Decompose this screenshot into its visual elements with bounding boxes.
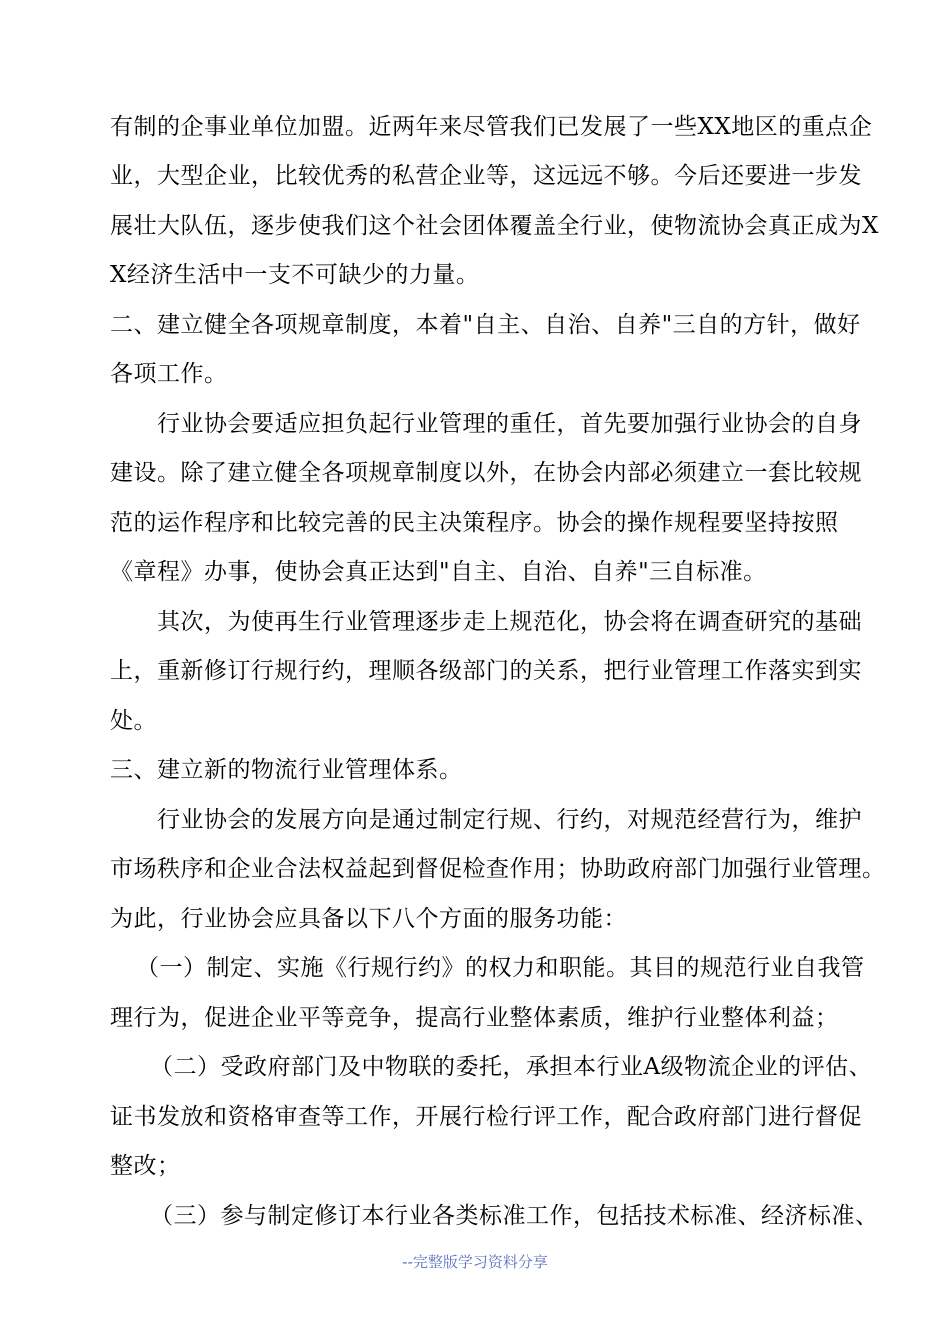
text-line: 上，重新修订行规行约，理顺各级部门的关系，把行业管理工作落实到实 bbox=[110, 658, 862, 684]
section-heading: 二、建立健全各项规章制度，本着"自主、自治、自养"三自的方针，做好 bbox=[110, 312, 861, 338]
text-line: 建设。除了建立健全各项规章制度以外，在协会内部必须建立一套比较规 bbox=[110, 460, 862, 486]
text-line: 行业协会要适应担负起行业管理的重任，首先要加强行业协会的自身 bbox=[110, 411, 862, 437]
text-line: 《章程》办事，使协会真正达到"自主、自治、自养"三自标准。 bbox=[110, 559, 767, 585]
list-item-line: （二）受政府部门及中物联的委托，承担本行业A级物流企业的评估、 bbox=[150, 1054, 873, 1080]
text-line: 处。 bbox=[110, 708, 157, 734]
text-line: 行业协会的发展方向是通过制定行规、行约，对规范经营行为，维护 bbox=[110, 807, 862, 833]
text-line: 市场秩序和企业合法权益起到督促检查作用；协助政府部门加强行业管理。 bbox=[110, 856, 886, 882]
text-line: 各项工作。 bbox=[110, 361, 228, 387]
text-line: 为此，行业协会应具备以下八个方面的服务功能： bbox=[110, 906, 627, 932]
text-line: 证书发放和资格审查等工作，开展行检行评工作，配合政府部门进行督促 bbox=[110, 1104, 862, 1130]
text-line: 理行为，促进企业平等竞争，提高行业整体素质，维护行业整体利益； bbox=[110, 1005, 839, 1031]
list-item-line: （一）制定、实施《行规行约》的权力和职能。其目的规范行业自我管 bbox=[136, 955, 865, 981]
page-footer: --完整版学习资料分享 bbox=[402, 1253, 548, 1271]
text-line: 范的运作程序和比较完善的民主决策程序。协会的操作规程要坚持按照 bbox=[110, 510, 839, 536]
text-line: 有制的企事业单位加盟。近两年来尽管我们已发展了一些XX地区的重点企 bbox=[110, 114, 873, 140]
text-line: 其次，为使再生行业管理逐步走上规范化，协会将在调查研究的基础 bbox=[110, 609, 862, 635]
section-heading: 三、建立新的物流行业管理体系。 bbox=[110, 757, 463, 783]
text-line: 整改； bbox=[110, 1153, 181, 1179]
text-line: 业，大型企业，比较优秀的私营企业等，这远远不够。今后还要进一步发 bbox=[110, 163, 862, 189]
list-item-line: （三）参与制定修订本行业各类标准工作，包括技术标准、经济标准、 bbox=[150, 1203, 879, 1229]
text-line: 展壮大队伍，逐步使我们这个社会团体覆盖全行业，使物流协会真正成为X bbox=[110, 213, 879, 239]
text-line: X经济生活中一支不可缺少的力量。 bbox=[110, 262, 480, 288]
